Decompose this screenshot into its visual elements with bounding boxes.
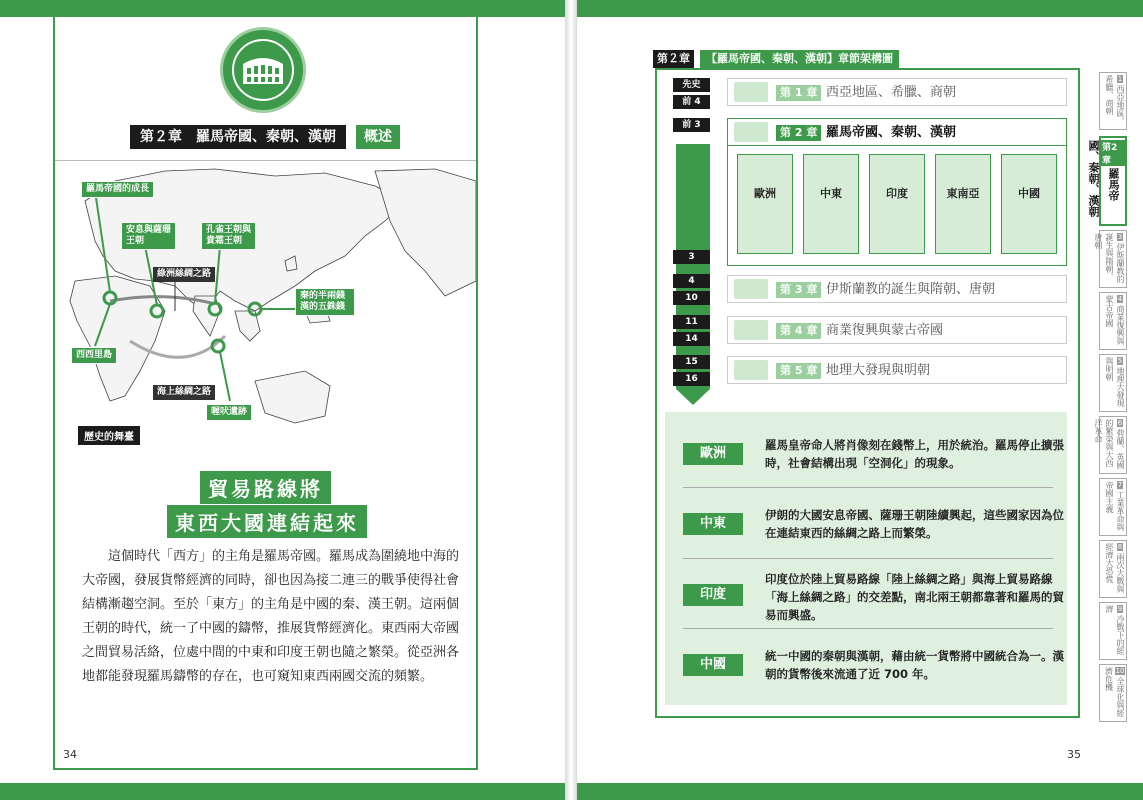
chapter-1-title: 西亞地區、希臘、商朝	[826, 85, 957, 100]
chapter-header: 第２章 羅馬帝國、秦朝、漢朝	[130, 125, 346, 149]
region-middle-east: 中東	[803, 154, 859, 254]
map-label-sicily: 西西里島	[71, 347, 117, 364]
timeline-label: 15	[673, 355, 710, 369]
chapter-5-title: 地理大發現與明朝	[826, 363, 931, 378]
timeline-label: 先史	[673, 78, 710, 92]
colosseum-emblem-icon	[220, 27, 306, 113]
map-label-sea-silk-road: 海上絲綢之路	[153, 385, 215, 400]
summary-tag-india: 印度	[683, 584, 743, 606]
map-label-silk-road: 綠洲絲綢之路	[153, 267, 215, 282]
timeline-arrow-tip	[676, 389, 710, 405]
chapter-1-number: 第 1 章	[776, 85, 821, 101]
book-gutter	[565, 0, 577, 800]
chapter-4-box	[727, 316, 1067, 344]
tab-chapter-9[interactable]: 9冷戰下的經濟	[1099, 602, 1127, 660]
colosseum-icon	[734, 122, 768, 142]
tab-chapter-2[interactable]: 第2章羅馬帝國、秦朝、漢朝	[1099, 136, 1127, 226]
right-title-text: 【羅馬帝國、秦朝、漢朝】章節架構圖	[700, 50, 899, 68]
region-india: 印度	[869, 154, 925, 254]
timeline-label: 16	[673, 372, 710, 386]
timeline-label: 前 4	[673, 95, 710, 109]
summary-tag-china: 中國	[683, 654, 743, 676]
scroll-icon	[734, 279, 768, 299]
shield-icon	[734, 320, 768, 340]
summary-text-middle-east: 伊朗的大國安息帝國、薩珊王朝陸續興起，這些國家因為位在連結東西的絲綢之路上而繁榮。	[765, 508, 1064, 540]
summary-separator	[683, 628, 1053, 629]
history-stage-label: 歷史的舞臺	[78, 426, 140, 445]
region-china: 中國	[1001, 154, 1057, 254]
page-number-left: 34	[63, 748, 77, 761]
summary-text-india: 印度位於陸上貿易路線「陸上絲綢之路」與海上貿易路線「海上絲綢之路」的交差點，南北兩王朝都靠著和羅馬的貿易而興盛。	[765, 572, 1064, 622]
chapter-5-number: 第 5 章	[776, 363, 821, 379]
chapter-3-number: 第 3 章	[776, 282, 821, 298]
map-label-rome-growth: 羅馬帝國的成長	[81, 181, 154, 198]
headline-line-1: 貿易路線將	[200, 471, 331, 504]
chapter-2-box	[727, 118, 1067, 146]
summary-tag-middle-east: 中東	[683, 513, 743, 535]
timeline-label: 10	[673, 291, 710, 305]
timeline-label: 前 3	[673, 118, 710, 132]
summary-text-europe: 羅馬皇帝命人將肖像刻在錢幣上，用於統治。羅馬停止擴張時，社會結構出現「空洞化」的現象。	[765, 438, 1064, 470]
timeline-label: 14	[673, 332, 710, 346]
overview-label: 概述	[356, 125, 400, 149]
chapter-2-number: 第 2 章	[776, 125, 821, 141]
tab-chapter-5[interactable]: 5地理大發現與明朝	[1099, 354, 1127, 412]
world-map-svg	[55, 161, 476, 446]
tab-chapter-6[interactable]: 6荷蘭、英國的繁榮與大西洋革命	[1099, 416, 1127, 474]
world-map	[55, 160, 476, 445]
summary-separator	[683, 487, 1053, 488]
map-label-oc-eo: 喔吠遺跡	[206, 404, 252, 421]
chapter-3-box	[727, 275, 1067, 303]
timeline-arrow	[676, 144, 710, 389]
summary-tag-europe: 歐洲	[683, 443, 743, 465]
chapter-1-box	[727, 78, 1067, 106]
chapter-4-number: 第 4 章	[776, 323, 821, 339]
summary-separator	[683, 558, 1053, 559]
wheat-icon	[734, 82, 768, 102]
chapter-2-title: 羅馬帝國、秦朝、漢朝	[826, 125, 957, 140]
region-southeast-asia: 東南亞	[935, 154, 991, 254]
summary-text-china: 統一中國的秦朝與漢朝，藉由統一貨幣將中國統合為一。漢朝的貨幣後來流通了近 700 年。	[765, 649, 1064, 681]
map-label-maurya: 孔雀王朝與貴霜王朝	[201, 222, 256, 250]
timeline-label: 4	[673, 274, 710, 288]
tab-chapter-3[interactable]: 3伊斯蘭教的誕生與隋朝、唐朝	[1099, 230, 1127, 288]
chapter-5-box	[727, 356, 1067, 384]
map-label-parthia: 安息與薩珊王朝	[121, 222, 176, 250]
headline-line-2: 東西大國連結起來	[167, 505, 367, 538]
timeline-label: 11	[673, 315, 710, 329]
ship-icon	[734, 360, 768, 380]
tab-chapter-4[interactable]: 4商業復興與蒙古帝國	[1099, 292, 1127, 350]
page-number-right: 35	[1067, 748, 1081, 761]
tab-chapter-7[interactable]: 7工業革命與帝國主義	[1099, 478, 1127, 536]
tab-chapter-10[interactable]: 10全球化與經濟危機	[1099, 664, 1127, 722]
region-europe: 歐洲	[737, 154, 793, 254]
timeline-label: 3	[673, 250, 710, 264]
chapter-3-title: 伊斯蘭教的誕生與隋朝、唐朝	[826, 282, 996, 297]
chapter-4-title: 商業復興與蒙古帝國	[826, 323, 944, 338]
tab-chapter-8[interactable]: 8兩次大戰與經濟大恐慌	[1099, 540, 1127, 598]
map-label-qin-han-coin: 秦的半兩錢漢的五銖錢	[295, 288, 355, 316]
tab-chapter-1[interactable]: 1西亞地區、希臘、商朝	[1099, 72, 1127, 130]
body-text: 這個時代「西方」的主角是羅馬帝國。羅馬成為圍繞地中海的大帝國，發展貨幣經濟的同時，卻也因為接二連三的戰爭使得社會結構漸趨空洞。至於「東方」的主角是中國的秦、漢王朝。這兩個王朝的時代，統一了中國的鑄幣，推展貨幣經濟化。東西兩大帝國之間貿易活絡，位處中間的中東和印度王朝也隨之繁榮。從亞洲各地都能發現羅馬鑄幣的存在，也可窺知東西兩國交流的頻繁。	[82, 549, 460, 684]
right-title-chapter: 第２章	[653, 50, 694, 68]
